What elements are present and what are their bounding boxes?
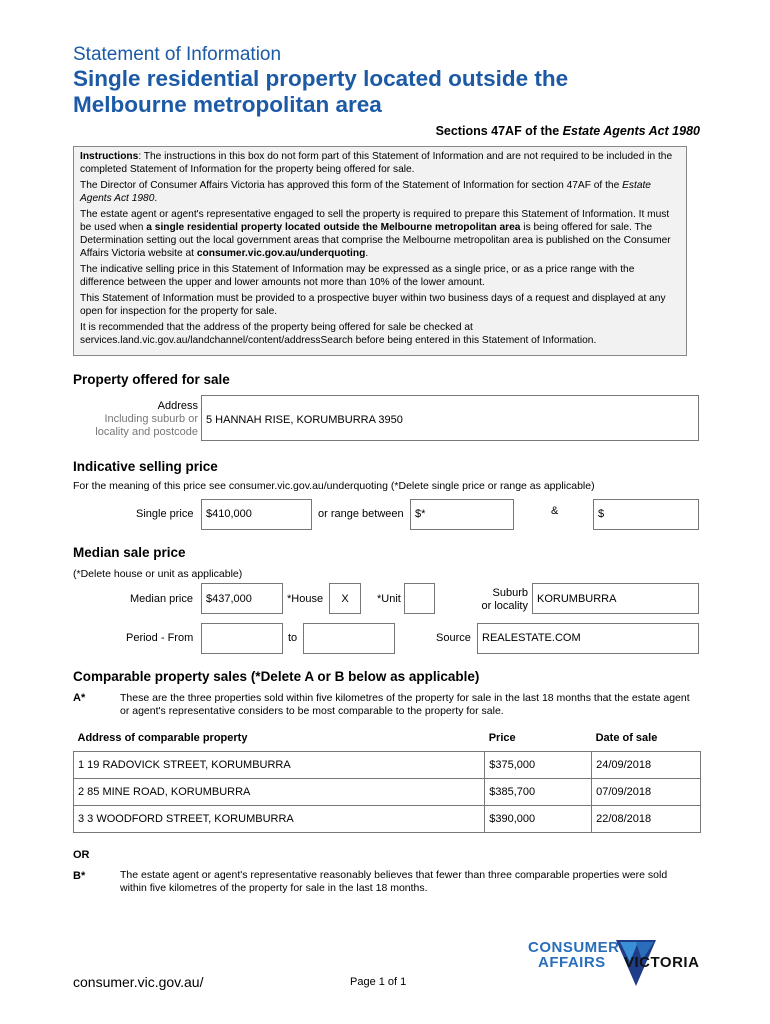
period-from-label: Period - From — [126, 632, 194, 644]
instructions-p3a: The estate agent or agent's representative engaged to sell the property is required to prepare this Statement of Information. It must be used when — [80, 209, 670, 233]
house-label: *House — [287, 593, 324, 605]
house-checkbox[interactable]: X — [329, 583, 361, 614]
option-a-text: These are the three properties sold within five kilometres of the property for sale in the last 18 months that the estate agent or agent's representative considers to be most comparable to the property for sale. — [120, 692, 690, 717]
median-heading: Median sale price — [73, 545, 186, 560]
unit-label: *Unit — [377, 593, 401, 605]
row-price[interactable]: $390,000 — [485, 806, 592, 833]
suburb-field[interactable]: KORUMBURRA — [532, 583, 699, 614]
suburb-label-line2: or locality — [481, 600, 528, 612]
instructions-p3c: is being offered for sale. The Determination setting out the local government areas that comprise the Melbourne metropolitan area is published on the Consumer Affairs Victoria website at — [80, 222, 671, 259]
footer-link[interactable]: consumer.vic.gov.au/ — [73, 974, 204, 990]
logo-line3: VICTORIA — [624, 954, 700, 971]
median-price-label: Median price — [130, 593, 193, 605]
range-to-field[interactable]: $ — [593, 499, 699, 530]
source-field[interactable]: REALESTATE.COM — [477, 623, 699, 654]
median-note: (*Delete house or unit as applicable) — [73, 568, 243, 580]
address-label-sub2: locality and postcode — [95, 426, 198, 438]
underquoting-link[interactable]: consumer.vic.gov.au/underquoting — [196, 248, 366, 259]
logo-line1: CONSUMER — [528, 939, 620, 956]
row-price[interactable]: $375,000 — [485, 752, 592, 779]
table-row — [74, 779, 701, 806]
instructions-p5: This Statement of Information must be provided to a prospective buyer within two business days of a request and displayed at any open for inspection for the property for sale. — [80, 293, 666, 317]
instructions-p4: The indicative selling price in this Statement of Information may be expressed as a single price, or as a price range with the difference between the upper and lower amounts not more than 10% of the lower amount. — [80, 264, 635, 288]
table-row — [74, 806, 701, 833]
instructions-p6: It is recommended that the address of the property being offered for sale be checked at services.land.vic.gov.au/landchannel/content/addressSearch before being entered in this Statement of Information. — [80, 322, 597, 346]
indicative-note: For the meaning of this price see consumer.vic.gov.au/underquoting (*Delete single price or range as applicable) — [73, 480, 595, 492]
row-address[interactable]: 2 85 MINE ROAD, KORUMBURRA — [74, 779, 485, 806]
row-address[interactable]: 1 19 RADOVICK STREET, KORUMBURRA — [74, 752, 485, 779]
range-from-field[interactable]: $* — [410, 499, 514, 530]
col-date: Date of sale — [595, 732, 658, 744]
comparable-heading: Comparable property sales (*Delete A or B below as applicable) — [73, 669, 480, 684]
instructions-p1-text: : The instructions in this box do not form part of this Statement of Information and are not required to be included in the completed Statement of Information for the property being offered for sale. — [80, 151, 673, 175]
option-a-label: A* — [73, 692, 86, 704]
form-title — [73, 66, 713, 118]
sections-reference — [436, 124, 700, 138]
suburb-label-line1: Suburb — [492, 587, 528, 599]
unit-checkbox[interactable] — [404, 583, 435, 614]
period-to-field[interactable] — [303, 623, 395, 654]
page-number: Page 1 of 1 — [350, 976, 407, 988]
comparable-table — [73, 725, 701, 833]
instructions-p3b: a single residential property located outside the Melbourne metropolitan area — [146, 222, 521, 233]
single-price-label: Single price — [136, 508, 194, 520]
row-date[interactable]: 07/09/2018 — [592, 779, 701, 806]
row-date[interactable]: 22/08/2018 — [592, 806, 701, 833]
col-address: Address of comparable property — [77, 732, 248, 744]
address-label-sub1: Including suburb or — [104, 413, 198, 425]
sections-prefix: Sections 47AF of the — [435, 124, 563, 138]
row-address[interactable]: 3 3 WOODFORD STREET, KORUMBURRA — [74, 806, 485, 833]
instructions-p3: The estate agent or agent's representative engaged to sell the property is required to prepare this Statement of Information. It must be used when a single residential property located outside the Melbourne metropolitan area is being offered for sale. The Determination setting out the local government areas that comprise the Melbourne metropolitan area is published on the Consumer Affairs Victoria website at consumer.vic.gov.au/underquoting. — [80, 209, 671, 259]
address-label — [80, 400, 198, 439]
median-price-field[interactable]: $437,000 — [201, 583, 283, 614]
consumer-affairs-victoria-logo — [528, 940, 703, 990]
address-label-main: Address — [157, 400, 198, 412]
period-to-label: to — [288, 632, 298, 644]
sections-act: Estate Agents Act 1980 — [562, 124, 700, 138]
form-title-line2: Melbourne metropolitan area — [73, 92, 382, 117]
col-price: Price — [488, 732, 516, 744]
property-heading: Property offered for sale — [73, 372, 230, 387]
range-amp: & — [551, 505, 559, 517]
or-label: OR — [73, 849, 90, 861]
instructions-p2: The Director of Consumer Affairs Victoria has approved this form of the Statement of Information for section 47AF of the Estate Agents Act 1980. — [80, 180, 651, 204]
range-label: or range between — [318, 508, 404, 520]
option-b-label: B* — [73, 870, 86, 882]
single-price-field[interactable]: $410,000 — [201, 499, 312, 530]
instructions-p2-text: The Director of Consumer Affairs Victoria has approved this form of the Statement of Information for section 47AF of the — [80, 180, 623, 191]
source-label: Source — [436, 632, 471, 644]
form-super-title: Statement of Information — [73, 44, 282, 65]
row-date[interactable]: 24/09/2018 — [592, 752, 701, 779]
instructions-p2-act: Estate Agents Act 1980 — [80, 180, 651, 204]
suburb-label — [470, 587, 528, 613]
row-price[interactable]: $385,700 — [485, 779, 592, 806]
table-row — [74, 752, 701, 779]
instructions-p1 — [80, 150, 680, 176]
indicative-heading: Indicative selling price — [73, 459, 218, 474]
period-from-field[interactable] — [201, 623, 283, 654]
form-title-line1: Single residential property located outside the — [73, 66, 569, 91]
logo-line2: AFFAIRS — [538, 954, 606, 971]
option-b-text: The estate agent or agent's representative reasonably believes that fewer than three comparable properties were sold within five kilometres of the property for sale in the last 18 months. — [120, 869, 668, 894]
comparable-table-header — [74, 725, 701, 752]
instructions-label: Instructions — [80, 151, 139, 162]
instructions-box — [73, 146, 687, 356]
address-field[interactable]: 5 HANNAH RISE, KORUMBURRA 3950 — [201, 395, 699, 441]
